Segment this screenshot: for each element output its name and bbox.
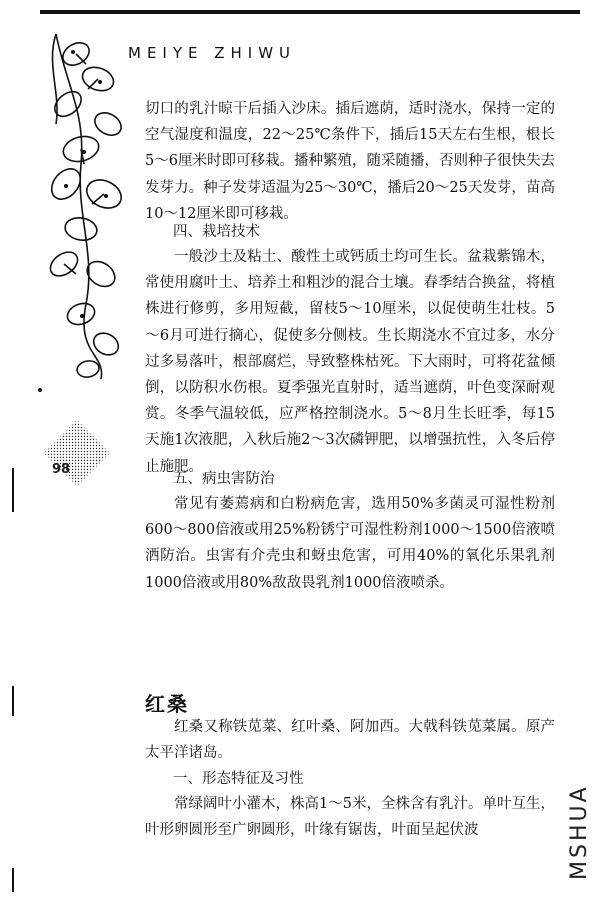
body-paragraph: [145, 244, 555, 480]
left-edge-mark: [12, 686, 14, 716]
paragraph-text: 红桑又称铁苋菜、红叶桑、阿加西。大戟科铁苋菜属。原产太平洋诸岛。: [145, 719, 555, 762]
subheading-morphology: 一、形态特征及习性: [173, 771, 304, 787]
body-paragraph: [145, 791, 555, 843]
watermark: MSHUA: [567, 784, 592, 880]
running-header: MEIYE ZHIWU: [128, 44, 297, 62]
left-edge-mark: [12, 868, 14, 892]
paragraph-text: 常绿阔叶小灌木，株高1～5米，全株含有乳汁。单叶互生，叶形卵圆形至广卵圆形，叶缘有锯齿，叶面呈起伏波: [145, 796, 555, 839]
page-number: 98: [52, 462, 71, 477]
paragraph-text: 常见有萎蔫病和白粉病危害，选用50%多菌灵可湿性粉剂600～800倍液或用25%粉锈宁可湿性粉剂1000～1500倍液喷洒防治。虫害有介壳虫和蚜虫危害，可用40%的氧化乐果乳剂1000倍液或用80%敌敌畏乳剂1000倍液喷杀。: [145, 496, 555, 591]
body-paragraph: [145, 491, 555, 596]
top-rule: [40, 10, 580, 14]
margin-dot: [38, 388, 42, 392]
paragraph-text: 一般沙土及粘土、酸性土或钙质土均可生长。盆栽紫锦木，常使用腐叶土、培养土和粗沙的混合土壤。春季结合换盆，将植株进行修剪，多用短截，留枝5～10厘米，以促使萌生壮枝。5～6月可进行摘心，促使多分侧枝。生长期浇水不宜过多，水分过多易落叶，根部腐烂，导致整株枯死。下大雨时，可将花盆倾倒，以防积水伤根。夏季强光直射时，适当遮荫，叶色变深耐观赏。冬季气温较低，应严格控制浇水。5～8月生长旺季，每15天施1次液肥，入秋后施2～3次磷钾肥，以增强抗性，入冬后停止施肥。: [145, 249, 555, 475]
subheading-cultivation: 四、栽培技术: [173, 224, 260, 240]
paragraph-text: 切口的乳汁晾干后插入沙床。插后遮荫，适时浇水，保持一定的空气湿度和温度，22～25℃条件下，插后15天左右生根，根长5～6厘米时即可移栽。播种繁殖，随采随播，否则种子很快失去发芽力。种子发芽适温为25～30℃，播后20～25天发芽，苗高10～12厘米即可移栽。: [145, 101, 555, 222]
left-edge-mark: [12, 468, 14, 512]
body-paragraph: [145, 714, 555, 766]
body-paragraph: [145, 96, 555, 227]
section-title: 红桑: [145, 692, 189, 716]
subheading-pest-control: 五、病虫害防治: [173, 471, 275, 487]
vine-illustration: [26, 24, 136, 384]
